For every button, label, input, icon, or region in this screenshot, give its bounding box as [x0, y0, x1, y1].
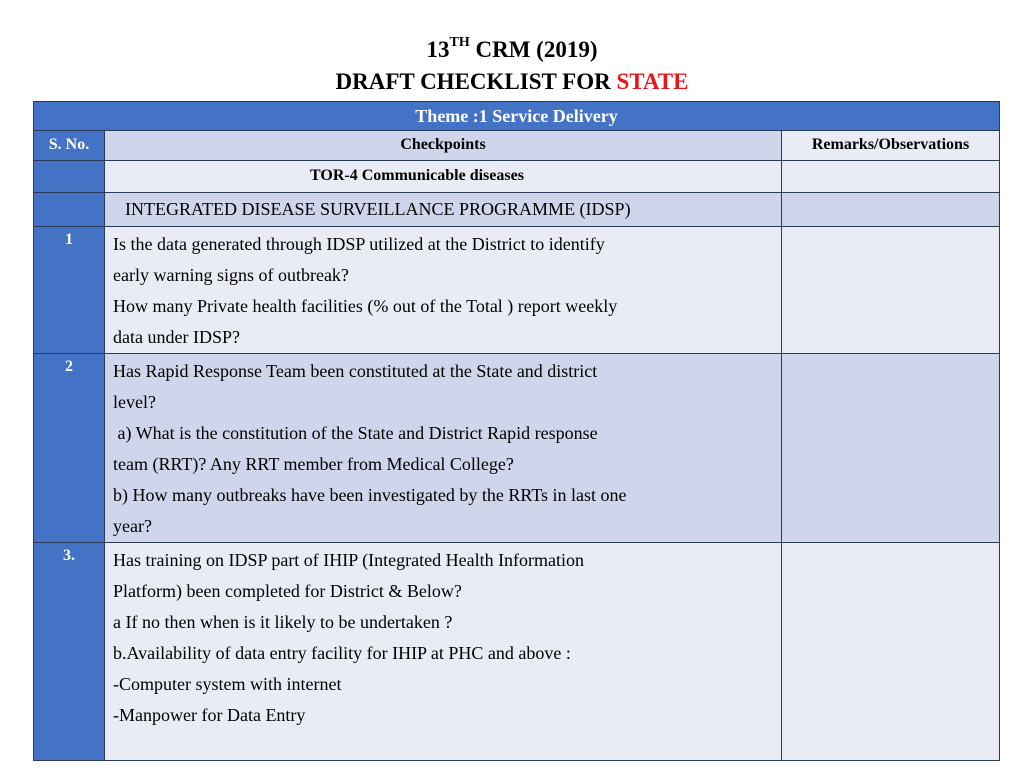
programme-label: INTEGRATED DISEASE SURVEILLANCE PROGRAMME (IDSP) — [105, 193, 782, 227]
column-header-row — [34, 131, 1000, 161]
tor-label: TOR-4 Communicable diseases — [105, 161, 782, 193]
row-sno: 1 — [34, 227, 105, 354]
table-row — [34, 354, 1000, 543]
tor-remarks-cell — [782, 161, 1000, 193]
row-checkpoint — [105, 227, 782, 354]
checklist-table — [33, 101, 1000, 761]
title-superscript: TH — [449, 35, 470, 50]
checkpoint-line: Has training on IDSP part of IHIP (Integrated Health Information — [113, 550, 585, 570]
title-line-1 — [0, 34, 1024, 66]
title-crm: CRM (2019) — [469, 37, 598, 62]
title-line-2 — [0, 66, 1024, 98]
checkpoint-line: How many Private health facilities (% out of the Total ) report weekly — [113, 296, 618, 316]
header-remarks: Remarks/Observations — [782, 131, 1000, 161]
row-checkpoint — [105, 543, 782, 761]
checkpoint-line: year? — [113, 516, 152, 536]
theme-heading: Theme :1 Service Delivery — [34, 102, 1000, 131]
checkpoint-line: b.Availability of data entry facility for IHIP at PHC and above : — [113, 643, 571, 663]
table-row — [34, 227, 1000, 354]
row-sno: 3. — [34, 543, 105, 761]
row-remarks[interactable] — [782, 543, 1000, 761]
checkpoint-line: Platform) been completed for District & Below? — [113, 581, 462, 601]
theme-row — [34, 102, 1000, 131]
checkpoint-line: early warning signs of outbreak? — [113, 265, 349, 285]
checkpoint-line: -Manpower for Data Entry — [113, 705, 306, 725]
checkpoint-line: team (RRT)? Any RRT member from Medical College? — [113, 454, 514, 474]
row-sno: 2 — [34, 354, 105, 543]
checkpoint-line: Has Rapid Response Team been constituted at the State and district — [113, 361, 598, 381]
page-title — [0, 34, 1024, 98]
header-checkpoints: Checkpoints — [105, 131, 782, 161]
checkpoint-line: a If no then when is it likely to be undertaken ? — [113, 612, 453, 632]
checkpoint-line: level? — [113, 392, 156, 412]
tor-row — [34, 161, 1000, 193]
checkpoint-line: -Computer system with internet — [113, 674, 342, 694]
tor-sno-cell — [34, 161, 105, 193]
checkpoint-line: b) How many outbreaks have been investigated by the RRTs in last one — [113, 485, 627, 505]
row-remarks[interactable] — [782, 227, 1000, 354]
row-remarks[interactable] — [782, 354, 1000, 543]
programme-row — [34, 193, 1000, 227]
row-checkpoint — [105, 354, 782, 543]
title-number: 13 — [426, 37, 450, 62]
programme-remarks-cell — [782, 193, 1000, 227]
checkpoint-line: Is the data generated through IDSP utilized at the District to identify — [113, 234, 605, 254]
title-state-word: STATE — [616, 69, 689, 94]
title-checklist: DRAFT CHECKLIST FOR — [335, 69, 617, 94]
table-row — [34, 543, 1000, 761]
programme-sno-cell — [34, 193, 105, 227]
checkpoint-line: a) What is the constitution of the State and District Rapid response — [113, 423, 598, 443]
checkpoint-line: data under IDSP? — [113, 327, 240, 347]
header-sno: S. No. — [34, 131, 105, 161]
